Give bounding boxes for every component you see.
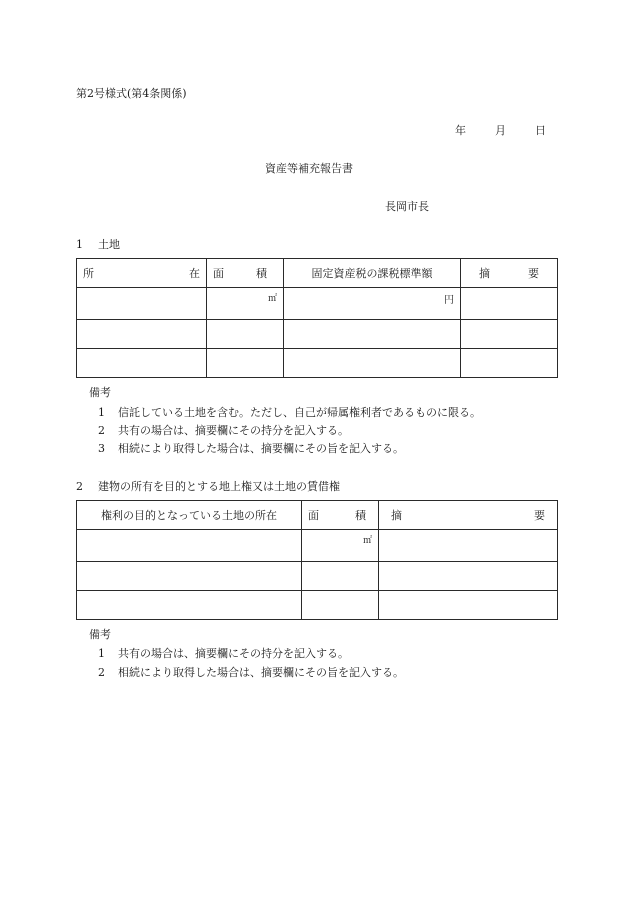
leasehold-table-header <box>77 501 558 530</box>
col-area <box>302 501 379 530</box>
list-item <box>98 440 404 456</box>
form-number: 第2号様式(第4条関係) <box>76 87 187 100</box>
land-location-cell[interactable] <box>77 320 207 349</box>
leasehold-area-cell[interactable] <box>302 591 379 620</box>
date-year-label: 年 <box>455 124 466 137</box>
list-item <box>98 645 349 661</box>
col-remarks-char1: 摘 <box>479 267 490 280</box>
section2-heading-num: 2 <box>76 480 83 493</box>
land-remarks-cell[interactable] <box>461 349 558 378</box>
table-row <box>77 288 558 320</box>
leasehold-table <box>76 500 558 620</box>
list-item <box>98 422 349 438</box>
leasehold-location-cell[interactable] <box>77 591 302 620</box>
table-row <box>77 562 558 591</box>
land-remarks-cell[interactable] <box>461 288 558 320</box>
leasehold-remarks-cell[interactable] <box>379 591 558 620</box>
col-remarks-char1: 摘 <box>391 509 402 522</box>
land-tax-cell[interactable] <box>284 349 461 378</box>
note-num: 2 <box>98 666 105 679</box>
col-area <box>207 259 284 288</box>
list-item <box>98 664 404 680</box>
date-month-label: 月 <box>495 124 506 137</box>
table-row <box>77 530 558 562</box>
note-text: 信託している土地を含む。ただし、自己が帰属権利者であるものに限る。 <box>118 406 481 419</box>
col-remarks-char2: 要 <box>534 509 545 522</box>
area-unit: ㎡ <box>267 294 277 304</box>
list-item <box>98 404 481 420</box>
leasehold-area-cell[interactable] <box>302 562 379 591</box>
land-remarks-cell[interactable] <box>461 320 558 349</box>
addressee: 長岡市長 <box>385 200 429 213</box>
land-area-cell[interactable] <box>207 320 284 349</box>
section2-notes-title: 備考 <box>89 628 111 641</box>
note-text: 共有の場合は、摘要欄にその持分を記入する。 <box>118 424 349 437</box>
leasehold-remarks-cell[interactable] <box>379 562 558 591</box>
col-remarks-char2: 要 <box>528 267 539 280</box>
note-text: 相続により取得した場合は、摘要欄にその旨を記入する。 <box>118 666 404 679</box>
leasehold-remarks-cell[interactable] <box>379 530 558 562</box>
land-table <box>76 258 558 378</box>
col-remarks <box>379 501 558 530</box>
note-num: 2 <box>98 424 105 437</box>
section1-heading-num: 1 <box>76 238 83 251</box>
section1-notes-title: 備考 <box>89 386 111 399</box>
section1-heading <box>76 236 120 252</box>
note-text: 相続により取得した場合は、摘要欄にその旨を記入する。 <box>118 442 404 455</box>
date-day-label: 日 <box>535 124 546 137</box>
section2-heading-text: 建物の所有を目的とする地上権又は土地の賃借権 <box>98 480 340 493</box>
leasehold-area-cell[interactable] <box>302 530 379 562</box>
col-purpose-location: 権利の目的となっている土地の所在 <box>77 501 302 530</box>
table-row <box>77 349 558 378</box>
land-area-cell[interactable] <box>207 349 284 378</box>
section1-heading-text: 土地 <box>98 238 120 251</box>
col-location <box>77 259 207 288</box>
table-row <box>77 320 558 349</box>
col-area-char1: 面 <box>213 267 224 280</box>
col-area-char2: 積 <box>256 267 267 280</box>
table-row <box>77 591 558 620</box>
note-text: 共有の場合は、摘要欄にその持分を記入する。 <box>118 647 349 660</box>
col-tax-base: 固定資産税の課税標準額 <box>284 259 461 288</box>
col-remarks <box>461 259 558 288</box>
note-num: 1 <box>98 406 105 419</box>
area-unit: ㎡ <box>362 536 372 546</box>
note-num: 1 <box>98 647 105 660</box>
yen-unit: 円 <box>444 295 454 306</box>
leasehold-location-cell[interactable] <box>77 562 302 591</box>
land-location-cell[interactable] <box>77 288 207 320</box>
date-line <box>455 122 546 138</box>
land-area-cell[interactable] <box>207 288 284 320</box>
col-area-char2: 積 <box>355 509 366 522</box>
land-tax-cell[interactable] <box>284 288 461 320</box>
col-location-char1: 所 <box>83 267 94 280</box>
col-area-char1: 面 <box>308 509 319 522</box>
document-title: 資産等補充報告書 <box>265 162 353 175</box>
land-table-header <box>77 259 558 288</box>
note-num: 3 <box>98 442 105 455</box>
land-location-cell[interactable] <box>77 349 207 378</box>
leasehold-location-cell[interactable] <box>77 530 302 562</box>
land-tax-cell[interactable] <box>284 320 461 349</box>
section2-heading <box>76 478 340 494</box>
col-location-char2: 在 <box>189 267 200 280</box>
